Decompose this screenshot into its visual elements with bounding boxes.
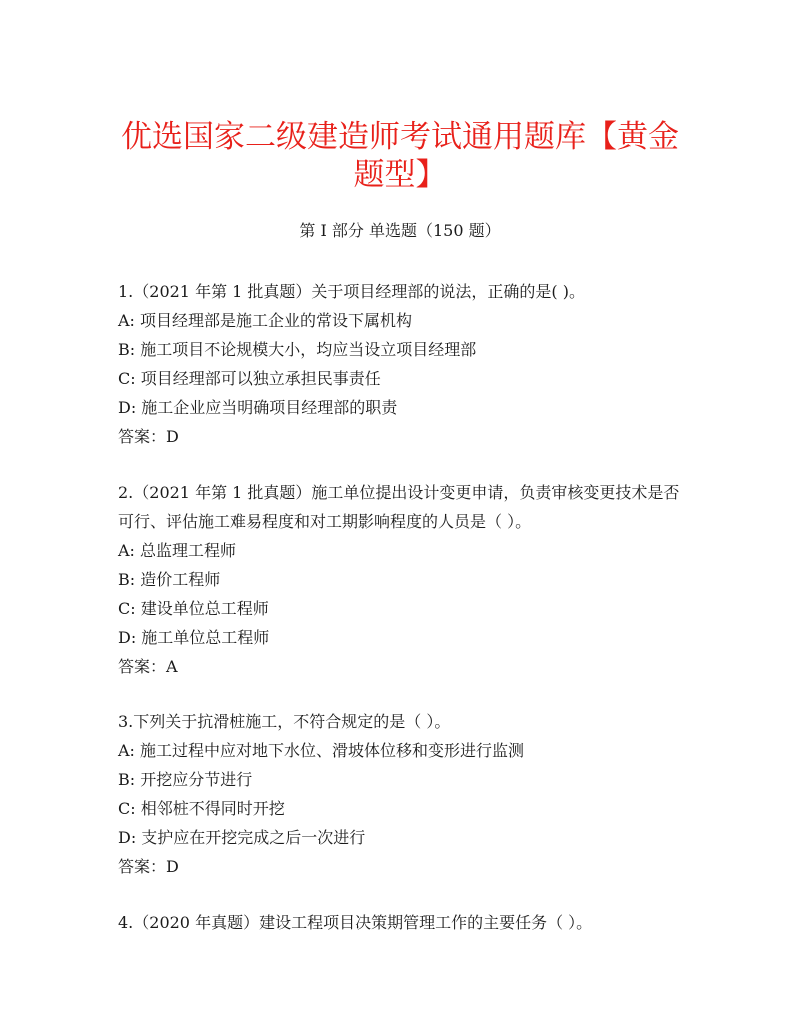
option-d: D: 施工单位总工程师 bbox=[118, 628, 270, 647]
section-heading: 第 I 部分 单选题（150 题） bbox=[299, 221, 501, 240]
question-stem: 2.（2021 年第 1 批真题）施工单位提出设计变更申请，负责审核变更技术是否可行、评估施工难易程度和对工期影响程度的人员是（ ）。 bbox=[118, 483, 680, 531]
question-1 bbox=[118, 277, 688, 451]
option-c: C: 相邻桩不得同时开挖 bbox=[118, 799, 285, 818]
document-title: 优选国家二级建造师考试通用题库【黄金题型】 bbox=[121, 119, 679, 193]
option-b: B: 造价工程师 bbox=[118, 570, 221, 589]
question-4 bbox=[118, 908, 688, 937]
question-stem: 3.下列关于抗滑桩施工，不符合规定的是（ ）。 bbox=[118, 712, 451, 731]
option-a: A: 总监理工程师 bbox=[118, 541, 237, 560]
option-d: D: 支护应在开挖完成之后一次进行 bbox=[118, 828, 366, 847]
answer: 答案：D bbox=[118, 427, 179, 446]
option-c: C: 建设单位总工程师 bbox=[118, 599, 269, 618]
question-stem: 4.（2020 年真题）建设工程项目决策期管理工作的主要任务（ ）。 bbox=[118, 913, 593, 932]
option-c: C: 项目经理部可以独立承担民事责任 bbox=[118, 369, 381, 388]
option-a: A: 施工过程中应对地下水位、滑坡体位移和变形进行监测 bbox=[118, 741, 525, 760]
option-b: B: 施工项目不论规模大小，均应当设立项目经理部 bbox=[118, 340, 477, 359]
answer: 答案：A bbox=[118, 657, 178, 676]
question-2 bbox=[118, 478, 688, 681]
answer: 答案：D bbox=[118, 857, 179, 876]
option-d: D: 施工企业应当明确项目经理部的职责 bbox=[118, 398, 398, 417]
option-a: A: 项目经理部是施工企业的常设下属机构 bbox=[118, 311, 413, 330]
option-b: B: 开挖应分节进行 bbox=[118, 770, 253, 789]
question-3 bbox=[118, 707, 688, 881]
question-stem: 1.（2021 年第 1 批真题）关于项目经理部的说法，正确的是( )。 bbox=[118, 282, 585, 301]
